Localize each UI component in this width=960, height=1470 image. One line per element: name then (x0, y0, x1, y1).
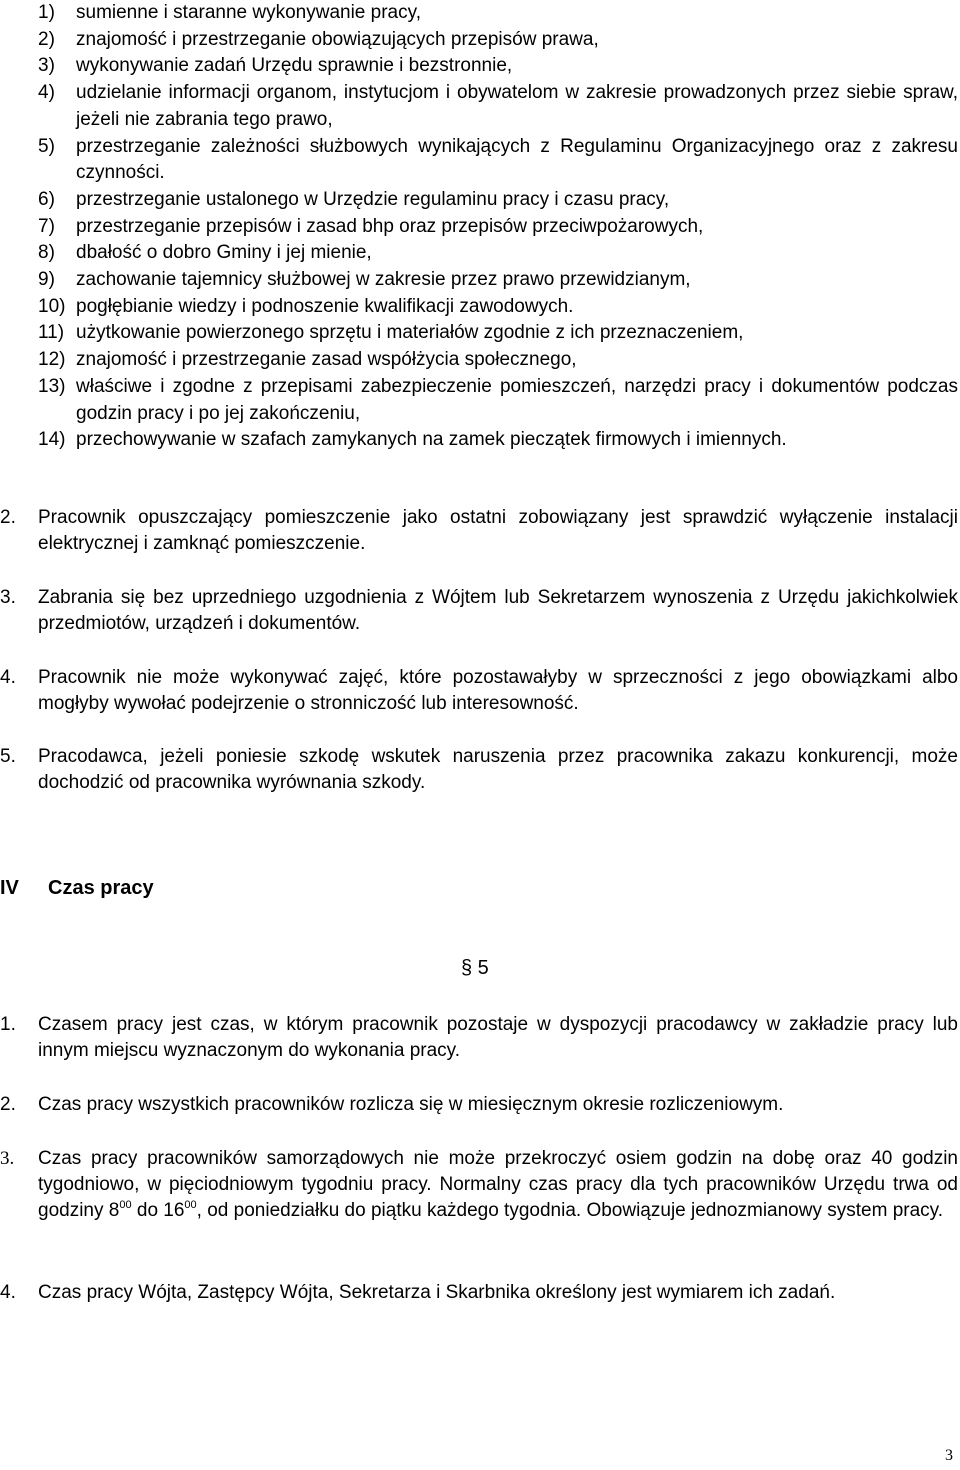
point-number: 2. (0, 1094, 16, 1115)
item-number: 7) (38, 215, 55, 237)
item-number: 2) (38, 28, 55, 50)
item-number: 4) (38, 82, 55, 104)
point (0, 744, 958, 796)
point-number: 3. (0, 1148, 15, 1169)
point-text-part: do 16 (131, 1200, 185, 1221)
item-text: sumienne i staranne wykonywanie pracy, (76, 2, 421, 23)
point-text: Czas pracy wszystkich pracowników rozlicza się w miesięcznym okresie rozliczeniowym. (38, 1094, 784, 1115)
point-number: 4. (0, 1282, 16, 1303)
duties-list (38, 0, 958, 454)
list-item (38, 27, 958, 54)
page-number: 3 (945, 1447, 953, 1464)
item-text: dbałość o dobro Gminy i jej mienie, (76, 242, 372, 264)
list-item (38, 80, 958, 133)
item-text: zachowanie tajemnicy służbowej w zakresie przez prawo przewidzianym, (76, 269, 691, 291)
point-text-part: , od poniedziałku do piątku każdego tygodnia. Obowiązuje jednozmianowy system pracy. (196, 1200, 944, 1221)
superscript: 00 (184, 1199, 197, 1211)
point-text: Pracownik nie może wykonywać zajęć, które pozostawałyby w sprzeczności z jego obowiązkami albo mogłyby wywołać podejrzenie o stronniczość lub interesowność. (38, 667, 958, 714)
item-number: 10) (38, 295, 66, 317)
item-number: 14) (38, 429, 66, 451)
item-text: przestrzeganie ustalonego w Urzędzie regulaminu pracy i czasu pracy, (76, 188, 670, 210)
point-number: 3. (0, 587, 16, 608)
point (0, 505, 958, 557)
list-item (38, 320, 958, 347)
item-text: wykonywanie zadań Urzędu sprawnie i bezstronnie, (76, 55, 513, 77)
item-number: 11) (38, 322, 65, 344)
item-number: 1) (38, 2, 55, 23)
paragraph-sign: § 5 (461, 957, 489, 979)
point-text: Czasem pracy jest czas, w którym pracownik pozostaje w dyspozycji pracodawcy w zakładzie pracy lub innym miejscu wyznaczonym do wykonania pracy. (38, 1014, 958, 1061)
item-text: właściwe i zgodne z przepisami zabezpieczenie pomieszczeń, narzędzi pracy i dokumentów podczas godzin pracy i po jej zakończeniu, (76, 375, 958, 424)
point-number: 1. (0, 1014, 16, 1035)
item-number: 5) (38, 135, 55, 157)
item-number: 12) (38, 349, 66, 371)
list-item (38, 240, 958, 267)
point-text: Zabrania się bez uprzedniego uzgodnienia z Wójtem lub Sekretarzem wynoszenia z Urzędu jakichkolwiek przedmiotów, urządzeń i dokumentów. (38, 587, 958, 634)
point (0, 1280, 958, 1306)
point-text: Pracownik opuszczający pomieszczenie jako ostatni zobowiązany jest sprawdzić wyłączenie instalacji elektrycznej i zamknąć pomieszczenie. (38, 507, 958, 554)
list-item (38, 347, 958, 374)
item-number: 9) (38, 269, 55, 291)
point (0, 1146, 958, 1224)
point-number: 4. (0, 667, 16, 688)
item-text: znajomość i przestrzeganie zasad współżycia społecznego, (76, 349, 577, 371)
item-number: 8) (38, 242, 55, 264)
list-item (38, 294, 958, 321)
point (0, 1092, 958, 1118)
point-text: Czas pracy Wójta, Zastępcy Wójta, Sekretarza i Skarbnika określony jest wymiarem ich zadań. (38, 1282, 836, 1303)
item-text: przestrzeganie zależności służbowych wynikających z Regulaminu Organizacyjnego oraz z zakresu czynności. (76, 135, 958, 184)
point-text (38, 1146, 958, 1224)
list-item (38, 0, 958, 27)
item-number: 13) (38, 375, 66, 397)
point-number: 5. (0, 746, 16, 767)
section-title: Czas pracy (48, 877, 154, 899)
list-item (38, 53, 958, 80)
point (0, 585, 958, 637)
section-heading (0, 877, 154, 900)
list-item (38, 374, 958, 427)
list-item (38, 187, 958, 214)
point-number: 2. (0, 507, 16, 528)
point-text-part: Czas pracy pracowników samorządowych nie może przekroczyć osiem godzin na dobę oraz 40 godzin tygodniowo, w pięciodniowym tygodniu pracy. Normalny czas pracy dla tych pracowników Urzędu trwa od godziny 8 (38, 1148, 958, 1221)
item-text: znajomość i przestrzeganie obowiązujących przepisów prawa, (76, 28, 599, 50)
list-item (38, 427, 958, 454)
item-text: użytkowanie powierzonego sprzętu i materiałów zgodnie z ich przeznaczeniem, (76, 322, 744, 344)
point-text: Pracodawca, jeżeli poniesie szkodę wskutek naruszenia przez pracownika zakazu konkurencji, może dochodzić od pracownika wyrównania szkody. (38, 746, 958, 793)
section-number: IV (0, 877, 19, 899)
item-text: przestrzeganie przepisów i zasad bhp oraz przepisów przeciwpożarowych, (76, 215, 704, 237)
point (0, 1012, 958, 1064)
list-item (38, 214, 958, 241)
superscript: 00 (119, 1199, 132, 1211)
item-text: pogłębianie wiedzy i podnoszenie kwalifikacji zawodowych. (76, 295, 574, 317)
list-item (38, 267, 958, 294)
item-number: 6) (38, 188, 55, 210)
item-number: 3) (38, 55, 55, 77)
point (0, 665, 958, 717)
item-text: udzielanie informacji organom, instytucjom i obywatelom w zakresie prowadzonych przez siebie spraw, jeżeli nie zabrania tego prawo, (76, 82, 958, 130)
list-item (38, 134, 958, 187)
item-text: przechowywanie w szafach zamykanych na zamek pieczątek firmowych i imiennych. (76, 429, 787, 451)
